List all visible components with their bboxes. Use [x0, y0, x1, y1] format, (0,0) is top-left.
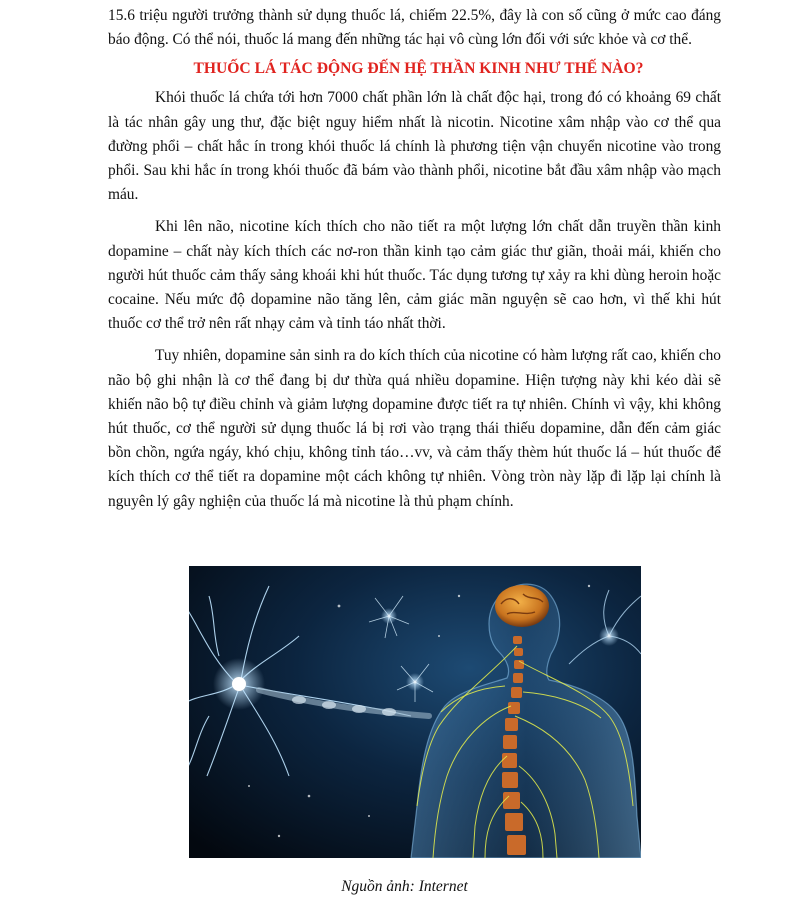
section-heading: THUỐC LÁ TÁC ĐỘNG ĐẾN HỆ THẦN KINH NHƯ THẾ NÀO?: [193, 60, 644, 78]
nervous-system-image: [189, 566, 641, 858]
body-paragraph-2: Khi lên não, nicotine kích thích cho não tiết ra một lượng lớn chất dẫn truyền thần kinh dopamine – chất này kích thích các nơ-ron thần kinh tạo cảm giác thư giãn, thoải mái, khiến cho người hút thuốc cảm thấy sảng khoái khi hút thuốc. Tác dụng tương tự xảy ra khi dùng heroin hoặc cocaine. Nếu mức độ dopamine não tăng lên, cảm giác mãn nguyện sẽ cao hơn, vì thế khi hút thuốc cơ thể trở nên rất nhạy cảm và tỉnh táo nhất thời.: [108, 218, 721, 333]
intro-paragraph: 15.6 triệu người trưởng thành sử dụng thuốc lá, chiếm 22.5%, đây là con số cũng ở mức cao đáng báo động. Có thể nói, thuốc lá mang đến những tác hại vô cùng lớn đối với sức khỏe và cơ thể.: [108, 7, 721, 49]
body-paragraph-3: Tuy nhiên, dopamine sản sinh ra do kích thích của nicotine có hàm lượng rất cao, khiến cho não bộ ghi nhận là cơ thể đang bị dư thừa quá nhiều dopamine. Hiện tượng này khi kéo dài sẽ khiến não bộ tự điều chỉnh và giảm lượng dopamine được tiết ra tự nhiên. Chính vì vậy, khi không hút thuốc, cơ thể người sử dụng thuốc lá bị rơi vào trạng thái thiếu dopamine, dẫn đến cảm giác bồn chồn, ngứa ngáy, khó chịu, không tỉnh táo…vv, và cảm thấy thèm hút thuốc lá – hút thuốc để kích thích cơ thể tiết ra dopamine một cách không tự nhiên. Vòng tròn này lặp đi lặp lại chính là nguyên lý gây nghiện của thuốc lá mà nicotine là thủ phạm chính.: [108, 347, 721, 510]
body-paragraph-1: Khói thuốc lá chứa tới hơn 7000 chất phần lớn là chất độc hại, trong đó có khoảng 69 chất là tác nhân gây ung thư, đặc biệt nguy hiểm nhất là nicotin. Nicotine xâm nhập vào cơ thể qua đường phổi – chất hắc ín trong khói thuốc lá chính là phương tiện vận chuyển nicotine vào trong phổi. Sau khi hắc ín trong khói thuốc đã bám vào thành phổi, nicotine bắt đầu xâm nhập vào mạch máu.: [108, 89, 721, 204]
document-page: [108, 4, 721, 522]
figure-caption: Nguồn ảnh: Internet: [341, 878, 468, 895]
nervous-system-illustration: [189, 566, 641, 858]
